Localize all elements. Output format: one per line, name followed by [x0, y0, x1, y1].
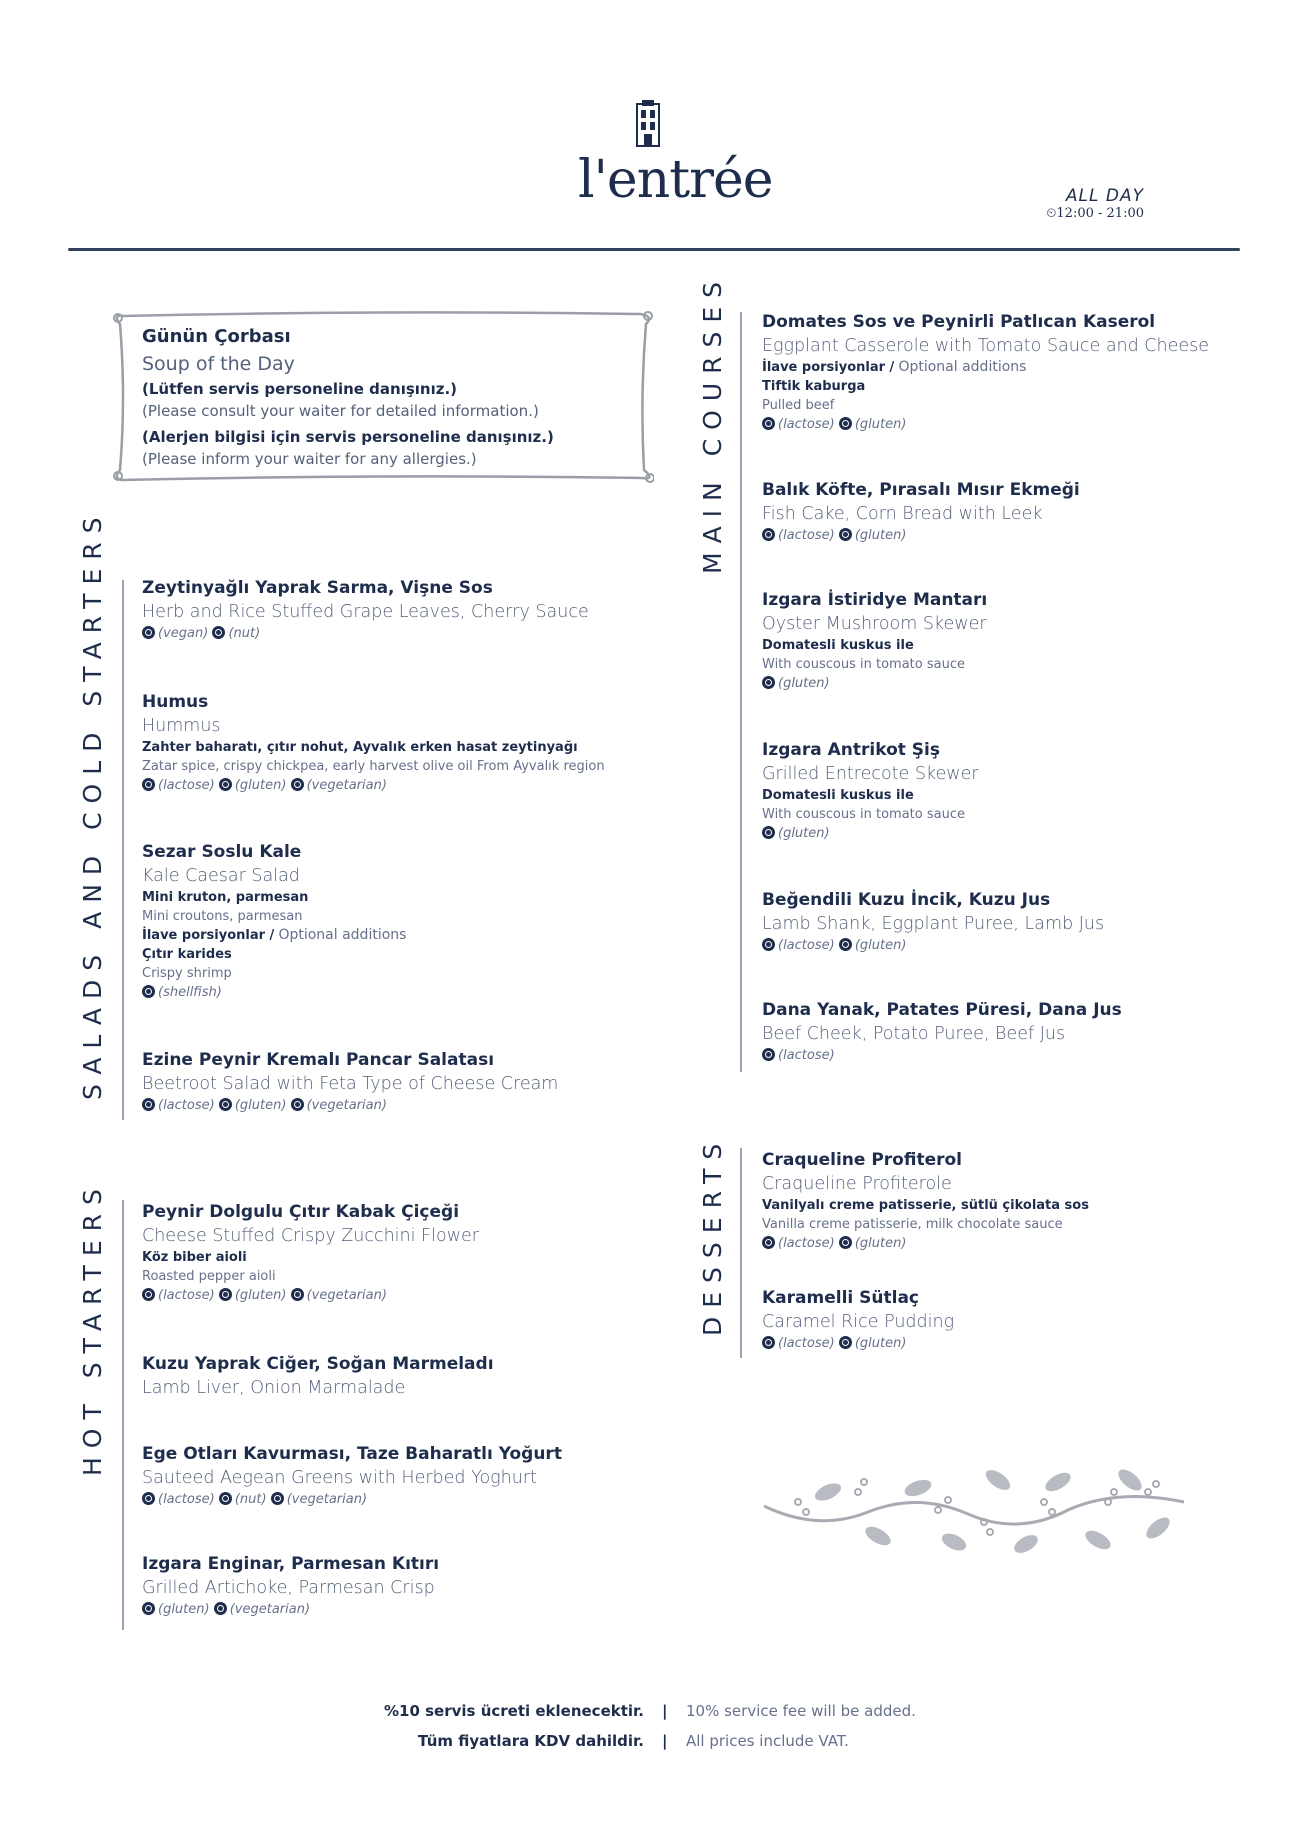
item-name-tr: Zeytinyağlı Yaprak Sarma, Vişne Sos: [142, 578, 493, 598]
vegetarian-icon: [291, 778, 304, 791]
lactose-icon: [762, 528, 775, 541]
allergen-list: (lactose) (gluten) (vegetarian): [142, 1286, 479, 1306]
vegetarian-icon: [271, 1492, 284, 1505]
footer-separator: |: [662, 1732, 668, 1750]
section-title-main: MAIN COURSES: [698, 272, 727, 574]
menu-item-salads-3: [142, 1048, 558, 1116]
building-icon: [634, 100, 662, 148]
menu-item-main-3: [762, 738, 979, 844]
item-name-tr: Kuzu Yaprak Ciğer, Soğan Marmeladı: [142, 1354, 494, 1374]
section-rule-salads: [122, 580, 124, 1120]
shellfish-icon: [142, 985, 155, 998]
allergen-list: (lactose) (gluten): [762, 526, 1080, 546]
item-detail-en: Zatar spice, crispy chickpea, early harvest olive oil From Ayvalık region: [142, 759, 605, 774]
item-detail-tr: Zahter baharatı, çıtır nohut, Ayvalık erken hasat zeytinyağı: [142, 740, 578, 755]
optional-additions-label: İlave porsiyonlar / Optional additions: [762, 359, 1027, 375]
item-name-tr: Karamelli Sütlaç: [762, 1288, 919, 1308]
gluten-icon: [762, 676, 775, 689]
allergen-list: (lactose) (gluten): [762, 936, 1104, 956]
allergen-list: (lactose) (gluten): [762, 1234, 1089, 1254]
menu-item-main-2: [762, 588, 987, 694]
gluten-icon: [839, 938, 852, 951]
item-name-tr: Craqueline Profiterol: [762, 1150, 963, 1170]
service-hours: [1046, 186, 1144, 221]
menu-item-hot-1: [142, 1352, 494, 1400]
soup-note1-en: (Please consult your waiter for detailed information.): [142, 402, 539, 420]
allergen-list: (gluten): [762, 824, 979, 844]
optional-additions-label: İlave porsiyonlar / Optional additions: [142, 927, 407, 943]
gluten-icon: [839, 528, 852, 541]
menu-item-salads-0: [142, 576, 589, 644]
nut-icon: [219, 1492, 232, 1505]
lactose-icon: [762, 1336, 775, 1349]
lactose-icon: [762, 938, 775, 951]
item-name-en: Craqueline Profiterole: [762, 1174, 952, 1194]
section-title-desserts: DESSERTS: [698, 1134, 727, 1336]
item-name-tr: Peynir Dolgulu Çıtır Kabak Çiçeği: [142, 1202, 460, 1222]
item-detail-en: Roasted pepper aioli: [142, 1269, 276, 1284]
allergen-list: (lactose) (gluten) (vegetarian): [142, 776, 605, 796]
lactose-icon: [142, 1098, 155, 1111]
item-detail-tr: Köz biber aioli: [142, 1250, 247, 1265]
item-detail-tr: Domatesli kuskus ile: [762, 638, 914, 653]
footer-vat-row: [0, 1732, 1296, 1762]
lactose-icon: [762, 417, 775, 430]
soup-title-tr: Günün Çorbası: [142, 326, 291, 347]
addition-en: Crispy shrimp: [142, 966, 232, 981]
item-name-en: Herb and Rice Stuffed Grape Leaves, Cherry Sauce: [142, 602, 589, 622]
menu-item-main-0: [762, 310, 1209, 435]
item-name-en: Oyster Mushroom Skewer: [762, 614, 987, 634]
menu-item-salads-2: [142, 840, 406, 1003]
leaf-ornament-icon: [758, 1462, 1190, 1562]
footer-separator: |: [662, 1702, 668, 1720]
logo-wordmark: l'entrée: [578, 150, 773, 210]
vegetarian-icon: [291, 1098, 304, 1111]
menu-item-hot-3: [142, 1552, 439, 1620]
allergen-list: (gluten): [762, 674, 987, 694]
header-divider: [68, 248, 1240, 251]
vat-note-en: All prices include VAT.: [686, 1732, 849, 1750]
item-name-tr: Balık Köfte, Pırasalı Mısır Ekmeği: [762, 480, 1080, 500]
nut-icon: [212, 626, 225, 639]
soup-note2-en: (Please inform your waiter for any allergies.): [142, 450, 477, 468]
restaurant-logo: [578, 100, 773, 220]
item-name-tr: Beğendili Kuzu İncik, Kuzu Jus: [762, 890, 1051, 910]
item-name-tr: Humus: [142, 692, 209, 712]
vegetarian-icon: [214, 1602, 227, 1615]
lactose-icon: [762, 1236, 775, 1249]
item-name-en: Beetroot Salad with Feta Type of Cheese Cream: [142, 1074, 559, 1094]
soup-of-day-box: [118, 314, 640, 482]
addition-en: Pulled beef: [762, 398, 835, 413]
gluten-icon: [839, 1236, 852, 1249]
item-name-en: Caramel Rice Pudding: [762, 1312, 955, 1332]
vat-note-tr: Tüm fiyatlara KDV dahildir.: [417, 1732, 644, 1750]
section-title-salads: SALADS AND COLD STARTERS: [78, 508, 107, 1100]
allergen-list: (vegan) (nut): [142, 624, 589, 644]
soup-title-en: Soup of the Day: [142, 353, 295, 375]
item-detail-en: Mini croutons, parmesan: [142, 909, 303, 924]
item-name-en: Beef Cheek, Potato Puree, Beef Jus: [762, 1024, 1066, 1044]
vegetarian-icon: [291, 1288, 304, 1301]
allergen-list: (lactose) (gluten): [762, 1334, 954, 1354]
menu-item-hot-0: [142, 1200, 479, 1306]
item-name-tr: Domates Sos ve Peynirli Patlıcan Kaserol: [762, 312, 1156, 332]
section-rule-desserts: [740, 1148, 742, 1358]
allergen-list: (lactose) (gluten): [762, 415, 1209, 435]
soup-note1-tr: (Lütfen servis personeline danışınız.): [142, 380, 458, 398]
gluten-icon: [839, 417, 852, 430]
addition-tr: Tiftik kaburga: [762, 379, 866, 394]
hours-label: ALL DAY: [1065, 186, 1144, 206]
lactose-icon: [142, 1288, 155, 1301]
item-detail-en: With couscous in tomato sauce: [762, 657, 965, 672]
hours-time: ⏲12:00 - 21:00: [1046, 206, 1144, 221]
item-name-en: Grilled Artichoke, Parmesan Crisp: [142, 1578, 435, 1598]
allergen-list: (lactose) (gluten) (vegetarian): [142, 1096, 558, 1116]
gluten-icon: [839, 1336, 852, 1349]
item-name-en: Fish Cake, Corn Bread with Leek: [762, 504, 1043, 524]
allergen-list: (lactose) (nut) (vegetarian): [142, 1490, 562, 1510]
item-name-tr: Izgara Enginar, Parmesan Kıtırı: [142, 1554, 440, 1574]
item-name-en: Hummus: [142, 716, 221, 736]
item-name-tr: Sezar Soslu Kale: [142, 842, 302, 862]
menu-item-desserts-0: [762, 1148, 1089, 1254]
item-name-tr: Izgara Antrikot Şiş: [762, 740, 940, 760]
gluten-icon: [142, 1602, 155, 1615]
item-name-tr: Ezine Peynir Kremalı Pancar Salatası: [142, 1050, 495, 1070]
lactose-icon: [142, 1492, 155, 1505]
section-rule-hot: [122, 1200, 124, 1630]
menu-item-main-5: [762, 998, 1122, 1066]
lactose-icon: [762, 1048, 775, 1061]
item-name-en: Lamb Shank, Eggplant Puree, Lamb Jus: [762, 914, 1105, 934]
gluten-icon: [762, 826, 775, 839]
allergen-list: (lactose): [762, 1046, 1122, 1066]
menu-item-main-4: [762, 888, 1104, 956]
section-rule-main: [740, 312, 742, 1072]
vegan-icon: [142, 626, 155, 639]
item-name-tr: Dana Yanak, Patates Püresi, Dana Jus: [762, 1000, 1122, 1020]
item-detail-en: With couscous in tomato sauce: [762, 807, 965, 822]
menu-item-desserts-1: [762, 1286, 954, 1354]
addition-tr: Çıtır karides: [142, 947, 232, 962]
item-name-en: Sauteed Aegean Greens with Herbed Yoghurt: [142, 1468, 537, 1488]
item-name-en: Eggplant Casserole with Tomato Sauce and Cheese: [762, 336, 1210, 356]
menu-item-main-1: [762, 478, 1080, 546]
lactose-icon: [142, 778, 155, 791]
footer-notes: [0, 1702, 1296, 1762]
allergen-list: (shellfish): [142, 983, 406, 1003]
item-name-en: Kale Caesar Salad: [142, 866, 300, 886]
gluten-icon: [219, 778, 232, 791]
service-fee-tr: %10 servis ücreti eklenecektir.: [384, 1702, 644, 1720]
allergen-list: (gluten) (vegetarian): [142, 1600, 439, 1620]
footer-service-row: [0, 1702, 1296, 1732]
menu-item-salads-1: [142, 690, 605, 796]
item-name-en: Grilled Entrecote Skewer: [762, 764, 979, 784]
item-detail-tr: Domatesli kuskus ile: [762, 788, 914, 803]
item-name-tr: Izgara İstiridye Mantarı: [762, 590, 988, 610]
section-title-hot: HOT STARTERS: [78, 1180, 107, 1476]
item-name-en: Cheese Stuffed Crispy Zucchini Flower: [142, 1226, 479, 1246]
item-name-en: Lamb Liver, Onion Marmalade: [142, 1378, 406, 1398]
soup-note2-tr: (Alerjen bilgisi için servis personeline danışınız.): [142, 428, 554, 446]
item-detail-en: Vanilla creme patisserie, milk chocolate sauce: [762, 1217, 1063, 1232]
gluten-icon: [219, 1098, 232, 1111]
item-detail-tr: Mini kruton, parmesan: [142, 890, 309, 905]
item-detail-tr: Vanilyalı creme patisserie, sütlü çikolata sos: [762, 1198, 1089, 1213]
menu-item-hot-2: [142, 1442, 562, 1510]
gluten-icon: [219, 1288, 232, 1301]
service-fee-en: 10% service fee will be added.: [686, 1702, 916, 1720]
item-name-tr: Ege Otları Kavurması, Taze Baharatlı Yoğurt: [142, 1444, 562, 1464]
